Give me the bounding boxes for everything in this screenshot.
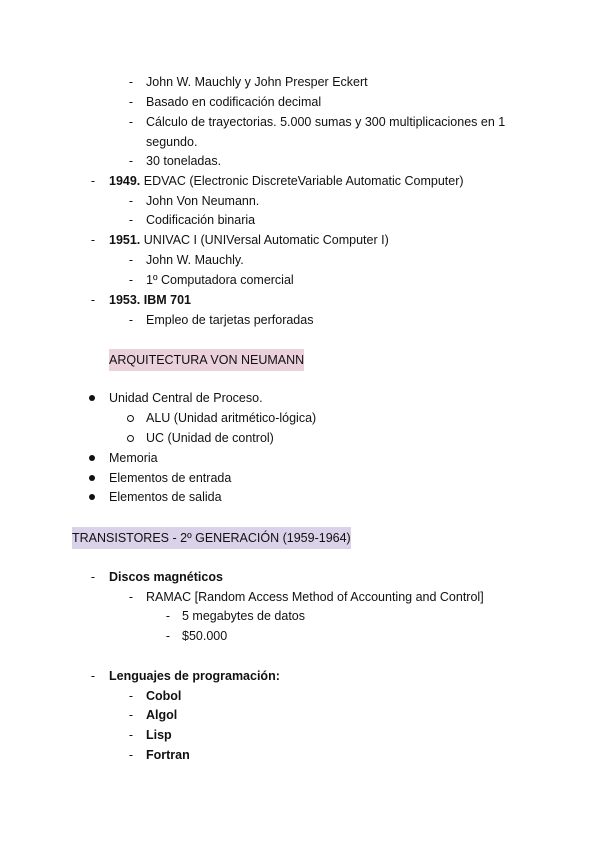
list-item	[0, 468, 600, 488]
dash-bullet: -	[128, 154, 134, 168]
list-item	[0, 290, 600, 310]
list-item-text: Unidad Central de Proceso.	[109, 391, 263, 405]
list-item-text: Codificación binaria	[146, 213, 256, 227]
dash-bullet: -	[128, 273, 134, 287]
dash-bullet: -	[128, 728, 134, 742]
list-item-text: Memoria	[109, 451, 158, 465]
list-item	[0, 191, 600, 211]
dash-bullet: -	[128, 95, 134, 109]
dash-bullet: -	[128, 708, 134, 722]
list-item	[0, 112, 600, 132]
dash-bullet: -	[90, 293, 96, 307]
list-item-text: Elementos de entrada	[109, 471, 232, 485]
dash-bullet: -	[128, 253, 134, 267]
list-item-text: Lenguajes de programación:	[109, 669, 280, 683]
dash-bullet: -	[90, 233, 96, 247]
list-item-text	[109, 230, 389, 250]
list-item	[0, 408, 600, 428]
list-item	[0, 270, 600, 290]
list-item-text: 1º Computadora comercial	[146, 273, 294, 287]
dash-bullet: -	[128, 689, 134, 703]
list-item-text: ALU (Unidad aritmético-lógica)	[146, 411, 317, 425]
list-item	[0, 686, 600, 706]
dash-bullet: -	[128, 115, 134, 129]
year-label: 1949.	[109, 174, 141, 188]
section-heading-text: TRANSISTORES - 2º GENERACIÓN (1959-1964)	[72, 527, 351, 549]
list-item-text: RAMAC [Random Access Method of Accounting and Control]	[146, 590, 484, 604]
list-item-text: Elementos de salida	[109, 490, 222, 504]
list-item	[0, 745, 600, 765]
list-item	[0, 705, 600, 725]
list-item	[0, 428, 600, 448]
dash-bullet: -	[128, 75, 134, 89]
list-item-text: segundo.	[146, 135, 198, 149]
section-heading-text: ARQUITECTURA VON NEUMANN	[109, 349, 304, 371]
dash-bullet: -	[165, 609, 171, 623]
list-item-text: Basado en codificación decimal	[146, 95, 322, 109]
year-label: 1951.	[109, 233, 141, 247]
language-name: Lisp	[146, 728, 172, 742]
dash-bullet: -	[90, 570, 96, 584]
list-item	[0, 250, 600, 270]
list-item-text: 1953. IBM 701	[109, 293, 191, 307]
list-item-text: John W. Mauchly.	[146, 253, 244, 267]
language-name: Algol	[146, 708, 178, 722]
list-item	[0, 725, 600, 745]
list-item	[0, 587, 600, 607]
list-item-text: Cálculo de trayectorias. 5.000 sumas y 300 multiplicaciones en 1	[146, 115, 506, 129]
list-item	[0, 92, 600, 112]
list-item	[0, 151, 600, 171]
list-item	[0, 72, 600, 92]
list-item	[0, 171, 600, 191]
list-item-text: 30 toneladas.	[146, 154, 222, 168]
dash-bullet: -	[128, 590, 134, 604]
dash-bullet: -	[90, 174, 96, 188]
list-item-continuation	[0, 132, 600, 152]
list-item	[0, 388, 600, 408]
list-item	[0, 567, 600, 587]
dash-bullet: -	[128, 313, 134, 327]
list-item-text: 5 megabytes de datos	[182, 609, 305, 623]
list-item-text: $50.000	[182, 629, 228, 643]
list-item-text: John Von Neumann.	[146, 194, 260, 208]
language-name: Cobol	[146, 689, 182, 703]
list-item-text: Discos magnéticos	[109, 570, 223, 584]
dash-bullet: -	[165, 629, 171, 643]
list-item	[0, 606, 600, 626]
list-item	[0, 230, 600, 250]
list-item	[0, 448, 600, 468]
language-name: Fortran	[146, 748, 190, 762]
section-heading	[0, 349, 600, 369]
list-item	[0, 666, 600, 686]
section-heading	[0, 527, 600, 547]
dash-bullet: -	[90, 669, 96, 683]
list-item-text: John W. Mauchly y John Presper Eckert	[146, 75, 368, 89]
dash-bullet: -	[128, 748, 134, 762]
list-item	[0, 210, 600, 230]
list-item-text: Empleo de tarjetas perforadas	[146, 313, 314, 327]
list-item	[0, 626, 600, 646]
list-item	[0, 487, 600, 507]
computer-name: UNIVAC I (UNIVersal Automatic Computer I)	[143, 233, 389, 247]
dash-bullet: -	[128, 213, 134, 227]
dash-bullet: -	[128, 194, 134, 208]
list-item-text: UC (Unidad de control)	[146, 431, 274, 445]
computer-name: EDVAC (Electronic DiscreteVariable Automatic Computer)	[143, 174, 464, 188]
list-item-text	[109, 171, 464, 191]
list-item	[0, 310, 600, 330]
